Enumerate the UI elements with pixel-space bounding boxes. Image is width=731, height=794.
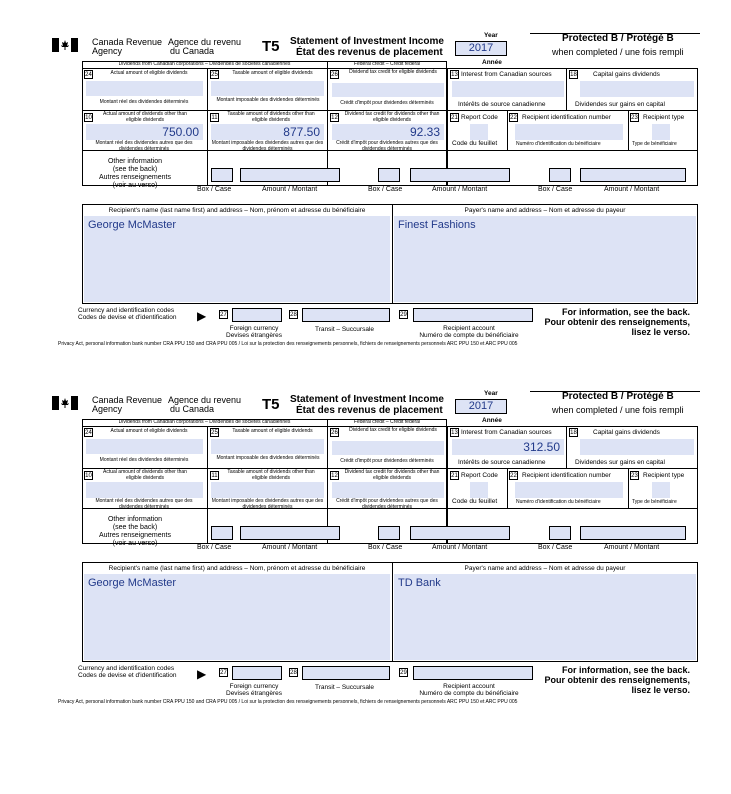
box-22-label-fr: Numéro d'identification du bénéficiaire <box>516 499 601 505</box>
other-amount-2[interactable] <box>410 168 510 182</box>
box-23-label-fr: Type de bénéficiaire <box>632 499 677 505</box>
protected-sub: when completed / une fois rempli <box>552 405 684 415</box>
box-21-number: 21 <box>451 473 458 479</box>
box-26-field[interactable] <box>332 83 444 97</box>
box-21-label: Report Code <box>461 114 498 121</box>
other-amount-1[interactable] <box>240 526 340 540</box>
recipient-account-label: Recipient account Numéro de compte du bénéficiaire <box>419 683 519 697</box>
box-29-field[interactable] <box>413 666 533 680</box>
box-27-field[interactable] <box>232 666 282 680</box>
info-back-label: For information, see the back. Pour obtenir des renseignements, lisez le verso. <box>544 307 690 337</box>
box-18-label-fr: Dividendes sur gains en capital <box>575 459 665 466</box>
privacy-notice: Privacy Act, personal information bank number CRA PPU 150 and CRA PPU 005 / Loi sur la protection des renseignements personnels, fichiers de renseignements personnels ARC PPU 150 et ARC PPU 005 <box>58 699 518 705</box>
box-10-label: Actual amount of dividends other than eligible dividends <box>103 469 187 481</box>
transit-label: Transit – Succursale <box>315 684 375 691</box>
other-box-3[interactable] <box>549 168 571 182</box>
box-28-field[interactable] <box>302 308 390 322</box>
foreign-currency-label: Foreign currency Devises étrangères <box>226 325 282 339</box>
other-amount-label-2: Amount / Montant <box>432 186 488 193</box>
box-25-number: 25 <box>211 72 218 78</box>
recipient-name-field[interactable]: George McMaster <box>84 574 390 660</box>
box-18-label: Capital gains dividends <box>593 71 660 78</box>
other-amount-label-1: Amount / Montant <box>262 544 318 551</box>
box-29-number: 29 <box>400 670 407 676</box>
other-amount-label-2: Amount / Montant <box>432 544 488 551</box>
box-21-label: Report Code <box>461 472 498 479</box>
dividends-header: Dividends from Canadian corporations – Dividendes de sociétés canadiennes <box>118 61 291 67</box>
box-21-number: 21 <box>451 115 458 121</box>
protected-sub: when completed / une fois rempli <box>552 47 684 57</box>
other-box-label-3: Box / Case <box>538 544 573 551</box>
box-18-label-fr: Dividendes sur gains en capital <box>575 101 665 108</box>
box-12-field[interactable] <box>332 482 444 498</box>
box-11-label: Taxable amount of dividends other than eligible dividends <box>227 469 315 481</box>
box-12-field[interactable]: 92.33 <box>332 124 444 140</box>
box-12-number: 12 <box>331 473 338 479</box>
box-26-label-fr: Crédit d'impôt pour dividendes déterminés <box>340 100 434 106</box>
box-13-field[interactable] <box>452 81 564 97</box>
other-info-label: Other information (see the back) Autres renseignements (voir au verso) <box>99 516 171 547</box>
transit-label: Transit – Succursale <box>315 326 375 333</box>
other-box-label-2: Box / Case <box>368 186 403 193</box>
box-25-label-fr: Montant imposable des dividendes déterminés <box>216 455 320 461</box>
box-22-field[interactable] <box>515 482 623 498</box>
payer-name-field[interactable]: TD Bank <box>394 574 696 660</box>
agency-en: Canada Revenue Agency <box>92 37 163 56</box>
box-27-field[interactable] <box>232 308 282 322</box>
other-amount-1[interactable] <box>240 168 340 182</box>
box-11-label-fr: Montant imposable des dividendes autres que des dividendes déterminés <box>211 498 324 510</box>
other-amount-2[interactable] <box>410 526 510 540</box>
box-12-label-fr: Crédit d'impôt pour dividendes autres que des dividendes déterminés <box>336 498 438 510</box>
year-label: Year <box>484 32 498 39</box>
box-22-field[interactable] <box>515 124 623 140</box>
box-24-number: 24 <box>85 430 92 436</box>
recipient-label: Recipient's name (last name first) and address – Nom, prénom et adresse du bénéficiaire <box>108 565 366 572</box>
box-21-field[interactable] <box>470 124 488 140</box>
box-28-field[interactable] <box>302 666 390 680</box>
arrow-right-icon: ▶ <box>197 667 207 681</box>
box-26-field[interactable] <box>332 441 444 455</box>
box-26-number: 26 <box>331 430 338 436</box>
box-25-label: Taxable amount of eligible dividends <box>232 428 313 434</box>
box-10-label-fr: Montant réel des dividendes autres que des dividendes déterminés <box>95 498 193 510</box>
agency-fr: Agence du revenu du Canada <box>168 395 242 414</box>
other-box-3[interactable] <box>549 526 571 540</box>
box-24-label-fr: Montant réel des dividendes déterminés <box>99 99 189 105</box>
other-box-label-1: Box / Case <box>197 544 232 551</box>
box-10-field[interactable]: 750.00 <box>86 124 203 140</box>
other-amount-3[interactable] <box>580 526 686 540</box>
box-23-field[interactable] <box>652 482 670 498</box>
box-26-number: 26 <box>331 72 338 78</box>
year-field[interactable]: 2017 <box>455 399 507 414</box>
box-13-label: Interest from Canadian sources <box>461 429 552 436</box>
other-amount-3[interactable] <box>580 168 686 182</box>
box-21-label-fr: Code du feuillet <box>452 498 498 505</box>
other-box-label-1: Box / Case <box>197 186 232 193</box>
box-13-number: 13 <box>451 430 458 436</box>
box-12-label: Dividend tax credit for dividends other than eligible dividends <box>344 469 440 481</box>
form-code: T5 <box>262 38 280 55</box>
box-18-label: Capital gains dividends <box>593 429 660 436</box>
box-25-number: 25 <box>211 430 218 436</box>
box-25-label-fr: Montant imposable des dividendes déterminés <box>216 97 320 103</box>
arrow-right-icon: ▶ <box>197 309 207 323</box>
box-29-field[interactable] <box>413 308 533 322</box>
box-24-label: Actual amount of eligible dividends <box>110 428 188 434</box>
payer-label: Payer's name and address – Nom et adresse du payeur <box>464 565 626 572</box>
payer-name-field[interactable]: Finest Fashions <box>394 216 696 302</box>
box-23-label: Recipient type <box>643 114 685 121</box>
t5-slip-2 <box>0 388 731 758</box>
box-27-number: 27 <box>220 312 227 318</box>
box-13-field[interactable]: 312.50 <box>452 439 564 455</box>
other-amount-label-3: Amount / Montant <box>604 186 660 193</box>
box-22-number: 22 <box>510 115 517 121</box>
box-23-number: 23 <box>631 473 638 479</box>
recipient-account-label: Recipient account Numéro de compte du bénéficiaire <box>419 325 519 339</box>
currency-codes-label: Currency and identification codes Codes de devise et d'identification <box>78 307 177 321</box>
other-amount-label-1: Amount / Montant <box>262 186 318 193</box>
box-11-label-fr: Montant imposable des dividendes autres que des dividendes déterminés <box>211 140 324 152</box>
protected-label: Protected B / Protégé B <box>562 391 674 402</box>
canada-flag-icon <box>52 38 78 52</box>
box-13-number: 13 <box>451 72 458 78</box>
agency-en: Canada Revenue Agency <box>92 395 163 414</box>
box-23-field[interactable] <box>652 124 670 140</box>
box-28-number: 28 <box>290 670 297 676</box>
box-24-label: Actual amount of eligible dividends <box>110 70 188 76</box>
box-24-field[interactable] <box>86 81 203 96</box>
other-box-label-2: Box / Case <box>368 544 403 551</box>
other-info-label: Other information (see the back) Autres renseignements (voir au verso) <box>99 158 171 189</box>
box-18-number: 18 <box>570 72 577 78</box>
t5-slip-1 <box>0 30 731 400</box>
box-12-label-fr: Crédit d'impôt pour dividendes autres que des dividendes déterminés <box>336 140 438 152</box>
box-11-number: 11 <box>211 115 218 121</box>
box-18-number: 18 <box>570 430 577 436</box>
box-12-label: Dividend tax credit for dividends other than eligible dividends <box>344 111 440 123</box>
box-24-number: 24 <box>85 72 92 78</box>
box-23-label-fr: Type de bénéficiaire <box>632 141 677 147</box>
box-29-number: 29 <box>400 312 407 318</box>
box-10-number: 10 <box>85 473 92 479</box>
form-code: T5 <box>262 396 280 413</box>
foreign-currency-label: Foreign currency Devises étrangères <box>226 683 282 697</box>
box-28-number: 28 <box>290 312 297 318</box>
privacy-notice: Privacy Act, personal information bank number CRA PPU 150 and CRA PPU 005 / Loi sur la protection des renseignements personnels, fichiers de renseignements personnels ARC PPU 150 et ARC PPU 005 <box>58 341 518 347</box>
box-25-field[interactable] <box>211 439 324 454</box>
other-box-1[interactable] <box>211 526 233 540</box>
canada-flag-icon <box>52 396 78 410</box>
other-box-2[interactable] <box>378 526 400 540</box>
box-26-label: Dividend tax credit for eligible dividends <box>349 69 437 75</box>
box-18-field[interactable] <box>580 439 694 455</box>
box-25-label: Taxable amount of eligible dividends <box>232 70 313 76</box>
box-21-field[interactable] <box>470 482 488 498</box>
box-26-label: Dividend tax credit for eligible dividends <box>349 427 437 433</box>
year-label-fr: Année <box>482 417 502 424</box>
payer-label: Payer's name and address – Nom et adresse du payeur <box>464 207 626 214</box>
other-box-1[interactable] <box>211 168 233 182</box>
form-title: Statement of Investment Income État des revenus de placement <box>290 36 444 58</box>
recipient-name-field[interactable]: George McMaster <box>84 216 390 302</box>
info-back-label: For information, see the back. Pour obtenir des renseignements, lisez le verso. <box>544 665 690 695</box>
box-13-label-fr: Intérêts de source canadienne <box>458 101 546 108</box>
box-10-field[interactable] <box>86 482 203 498</box>
box-13-label-fr: Intérêts de source canadienne <box>458 459 546 466</box>
box-18-field[interactable] <box>580 81 694 97</box>
box-11-field[interactable]: 877.50 <box>211 124 324 140</box>
box-24-label-fr: Montant réel des dividendes déterminés <box>99 457 189 463</box>
box-26-label-fr: Crédit d'impôt pour dividendes déterminés <box>340 458 434 464</box>
box-11-number: 11 <box>211 473 218 479</box>
year-label-fr: Année <box>482 59 502 66</box>
federal-credit-header: Federal credit – Crédit fédéral <box>353 61 421 67</box>
box-13-label: Interest from Canadian sources <box>461 71 552 78</box>
box-22-number: 22 <box>510 473 517 479</box>
box-21-label-fr: Code du feuillet <box>452 140 498 147</box>
protected-label: Protected B / Protégé B <box>562 33 674 44</box>
box-24-field[interactable] <box>86 439 203 454</box>
agency-fr: Agence du revenu du Canada <box>168 37 242 56</box>
year-label: Year <box>484 390 498 397</box>
box-12-number: 12 <box>331 115 338 121</box>
dividends-header: Dividends from Canadian corporations – Dividendes de sociétés canadiennes <box>118 419 291 425</box>
box-10-label: Actual amount of dividends other than eligible dividends <box>103 111 187 123</box>
box-27-number: 27 <box>220 670 227 676</box>
other-box-2[interactable] <box>378 168 400 182</box>
year-field[interactable]: 2017 <box>455 41 507 56</box>
box-11-field[interactable] <box>211 482 324 498</box>
other-box-label-3: Box / Case <box>538 186 573 193</box>
form-title: Statement of Investment Income État des revenus de placement <box>290 394 444 416</box>
box-11-label: Taxable amount of dividends other than eligible dividends <box>227 111 315 123</box>
box-22-label-fr: Numéro d'identification du bénéficiaire <box>516 141 601 147</box>
box-22-label: Recipient identification number <box>522 114 611 121</box>
recipient-label: Recipient's name (last name first) and address – Nom, prénom et adresse du bénéficiaire <box>108 207 366 214</box>
box-22-label: Recipient identification number <box>522 472 611 479</box>
other-amount-label-3: Amount / Montant <box>604 544 660 551</box>
box-10-number: 10 <box>85 115 92 121</box>
box-23-label: Recipient type <box>643 472 685 479</box>
box-25-field[interactable] <box>211 81 324 96</box>
currency-codes-label: Currency and identification codes Codes de devise et d'identification <box>78 665 177 679</box>
box-23-number: 23 <box>631 115 638 121</box>
box-10-label-fr: Montant réel des dividendes autres que des dividendes déterminés <box>95 140 193 152</box>
federal-credit-header: Federal credit – Crédit fédéral <box>353 419 421 425</box>
